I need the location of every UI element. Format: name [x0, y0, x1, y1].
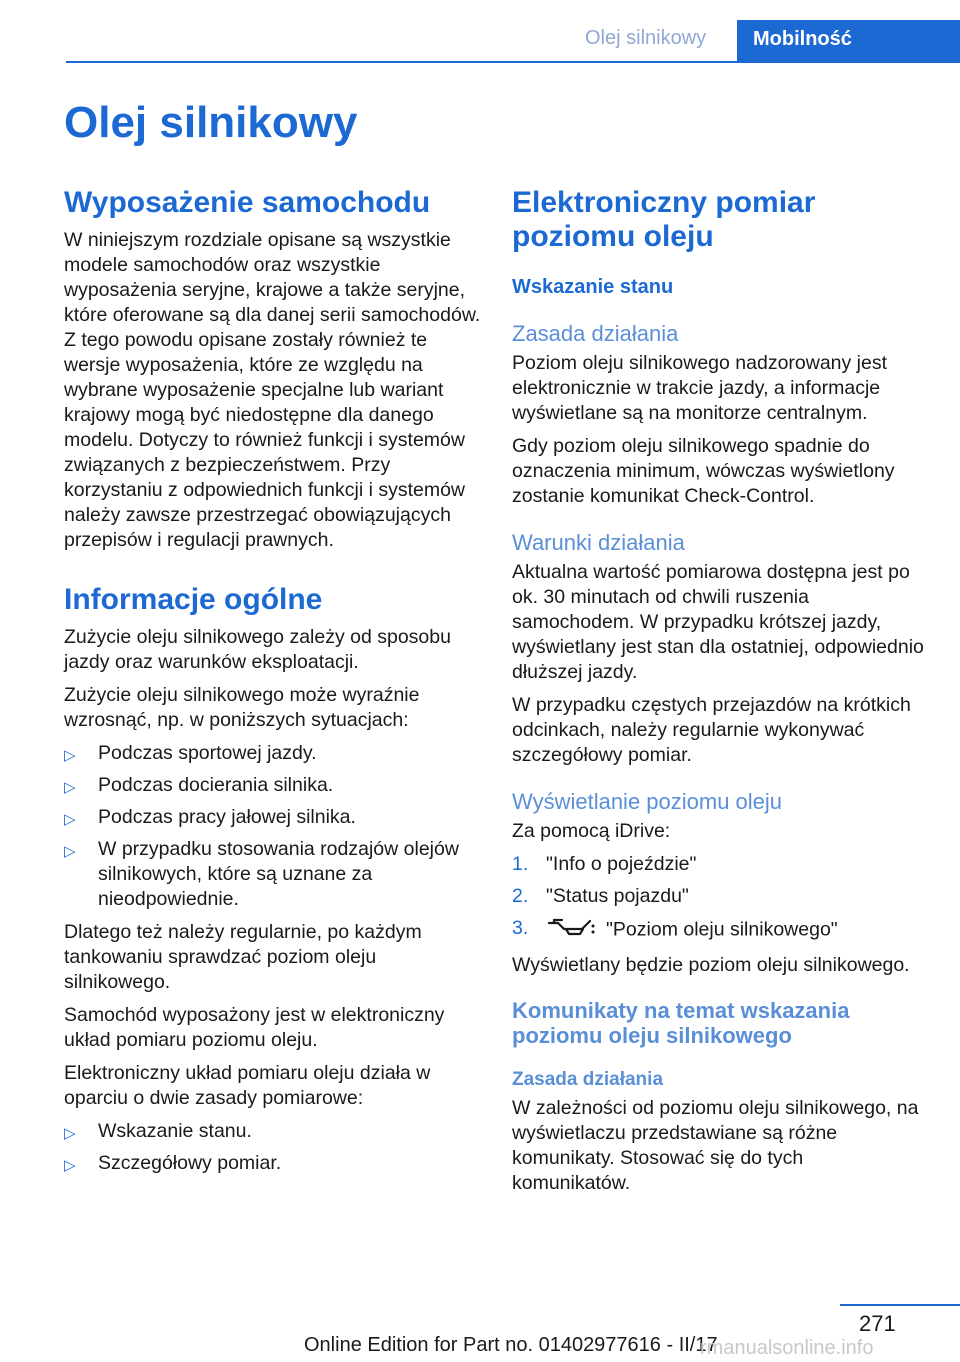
list-item: 1. "Info o pojeździe" — [512, 853, 697, 875]
triangle-bullet-icon: ▷ — [64, 811, 76, 828]
list-item: 2. "Status pojazdu" — [512, 885, 689, 907]
heading-wskazanie-stanu: Wskazanie stanu — [512, 276, 674, 298]
heading-elektroniczny-pomiar: Elektroniczny pomiar poziomu oleju — [512, 186, 816, 253]
para-warunki-2: W przypadku częstych przejazdów na krótkich odcinkach, należy regularnie wykonywać szczegółowy pomiar. — [512, 694, 911, 766]
right-column — [512, 186, 926, 1204]
footer-edition: Online Edition for Part no. 01402977616 - II/17 — [304, 1334, 718, 1356]
para-wyswietlany: Wyświetlany będzie poziom oleju silnikowego. — [512, 954, 910, 976]
car-status-icon — [546, 916, 596, 945]
list-item: ▷ Szczegółowy pomiar. — [64, 1151, 482, 1176]
para-info-4: Samochód wyposażony jest w elektroniczny układ pomiaru poziomu oleju. — [64, 1004, 445, 1051]
triangle-bullet-icon: ▷ — [64, 1125, 76, 1142]
bullet-list-situations — [64, 741, 482, 912]
heading-zasada-dzialania: Zasada działania — [512, 321, 679, 346]
para-zasada-2: Gdy poziom oleju silnikowego spadnie do oznaczenia minimum, wówczas wyświetlony zostanie komunikat Check-Control. — [512, 435, 895, 507]
heading-warunki-dzialania: Warunki działania — [512, 530, 685, 555]
para-info-5: Elektroniczny układ pomiaru oleju działa w oparciu o dwie zasady pomiarowe: — [64, 1062, 431, 1109]
triangle-bullet-icon: ▷ — [64, 843, 76, 860]
para-info-2: Zużycie oleju silnikowego może wyraźnie wzrosnąć, np. w poniższych sytuacjach: — [64, 684, 420, 731]
heading-wyposazenie: Wyposażenie samochodu — [64, 186, 431, 219]
list-item: 3. "Poziom oleju silnikowego" — [512, 916, 926, 945]
list-item: ▷ Podczas docierania silnika. — [64, 773, 482, 798]
header-divider — [66, 61, 960, 63]
para-zasada-1: Poziom oleju silnikowego nadzorowany jest elektronicznie w trakcie jazdy, a informacje wyświetlane są na monitorze centralnym. — [512, 352, 888, 424]
para-komunikaty: W zależności od poziomu oleju silnikowego, na wyświetlaczu przedstawiane są różne komunikaty. Stosować się do tych komunikatów. — [512, 1097, 919, 1194]
heading-wyswietlanie: Wyświetlanie poziomu oleju — [512, 789, 783, 814]
list-item: ▷ W przypadku stosowania rodzajów olejów silnikowych, które są uznane za nieodpowiednie. — [64, 838, 459, 910]
list-item: ▷ Podczas sportowej jazdy. — [64, 741, 482, 766]
list-item: ▷ Podczas pracy jałowej silnika. — [64, 805, 482, 830]
heading-informacje: Informacje ogólne — [64, 583, 323, 616]
para-info-1: Zużycie oleju silnikowego zależy od sposobu jazdy oraz warunków eksploatacji. — [64, 626, 451, 673]
page-title: Olej silnikowy — [64, 98, 358, 147]
para-warunki-1: Aktualna wartość pomiarowa dostępna jest po ok. 30 minutach od chwili ruszenia samochodem. W przypadku krótszej jazdy, wyświetlany jest stan dla ostatniej, odpowiednio dłuższej jazdy. — [512, 561, 924, 683]
header-section: Olej silnikowy — [585, 27, 707, 49]
watermark: rmanualsonline.info — [700, 1337, 874, 1359]
heading-komunikaty: Komunikaty na temat wskazania poziomu oleju silnikowego — [512, 998, 850, 1048]
page-header — [0, 0, 960, 62]
heading-zasada-dzialania-2: Zasada działania — [512, 1069, 664, 1090]
bullet-list-principles — [64, 1119, 482, 1176]
para-wyposazenie: W niniejszym rozdziale opisane są wszystkie modele samochodów oraz wszystkie wyposażenia seryjne, krajowe a także seryjne, które oferowane są dla danej serii samochodów. Z tego powodu opisane zostały również te wersje wyposażenia, które ze względu na wybrane wyposażenie specjalne lub wariant krajowy mogą być niedostępne dla danego modelu. Dotyczy to również funkcji i systemów związanych z bezpieczeństwem. Przy korzystaniu z odpowiednich funkcji i systemów należy zawsze przestrzegać obowiązujących przepisów i regulacji prawnych. — [64, 229, 481, 551]
footer-divider — [840, 1304, 960, 1306]
header-chapter-label: Mobilność — [753, 28, 852, 50]
left-column — [64, 186, 482, 1184]
steps-list — [512, 852, 926, 945]
list-item: ▷ Wskazanie stanu. — [64, 1119, 482, 1144]
para-info-3: Dlatego też należy regularnie, po każdym tankowaniu sprawdzać poziom oleju silnikowego. — [64, 921, 422, 993]
page-number: 271 — [859, 1311, 896, 1336]
header-chapter-tab[interactable] — [737, 20, 960, 61]
triangle-bullet-icon: ▷ — [64, 1157, 76, 1174]
para-idrive: Za pomocą iDrive: — [512, 820, 671, 842]
triangle-bullet-icon: ▷ — [64, 779, 76, 796]
triangle-bullet-icon: ▷ — [64, 747, 76, 764]
